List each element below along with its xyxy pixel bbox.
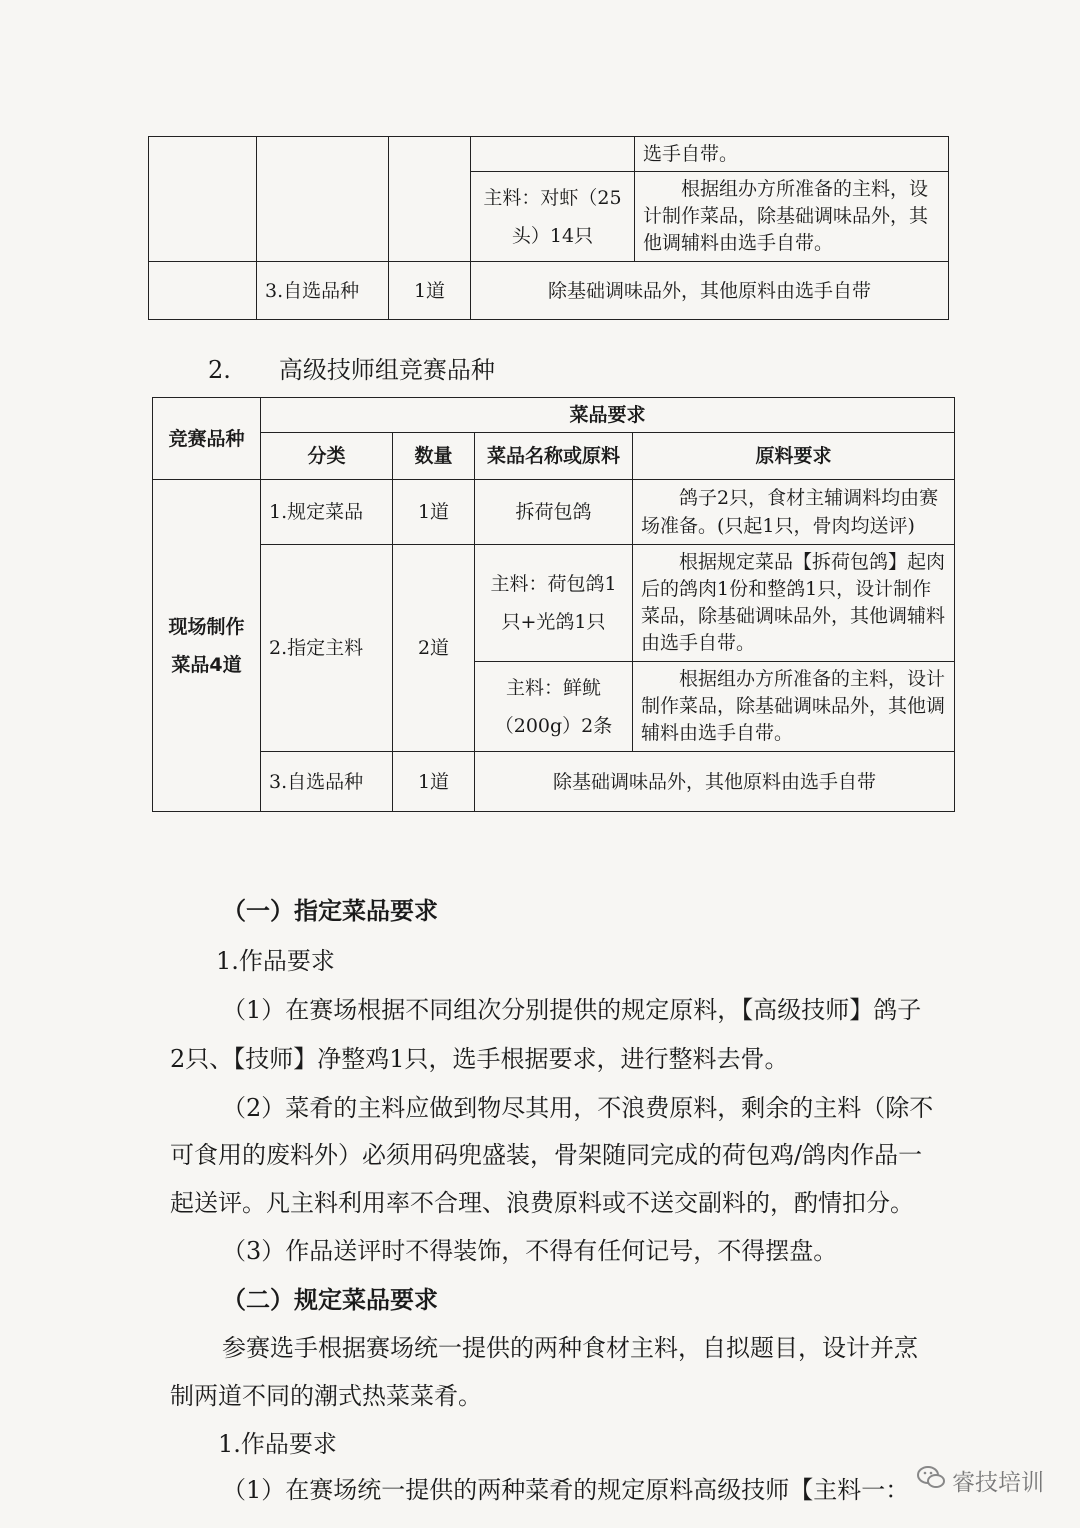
table-cell: 现场制作菜品4道 (153, 480, 261, 812)
table-cell: 主料：荷包鸽1只+光鸽1只 (475, 545, 633, 662)
table-cell (149, 262, 257, 320)
table-row (153, 398, 955, 433)
wechat-icon (916, 1462, 946, 1498)
table-row (153, 545, 955, 662)
header-cell: 菜品名称或原料 (475, 433, 633, 480)
table-cell: 1道 (393, 752, 475, 812)
header-cell: 菜品要求 (261, 398, 955, 433)
header-cell: 数量 (393, 433, 475, 480)
table-cell: 根据组办方所准备的主料，设计制作菜品，除基础调味品外，其他调辅料由选手自带。 (635, 172, 949, 262)
section-heading: 2. 高级技师组竞赛品种 (208, 356, 495, 384)
table-cell: 1道 (389, 262, 471, 320)
table-cell (389, 137, 471, 262)
table-row (149, 262, 949, 320)
table-cell: 3.自选品种 (257, 262, 389, 320)
header-cell: 原料要求 (633, 433, 955, 480)
subsection-heading: 1.作品要求 (218, 1430, 337, 1458)
table-cell (149, 137, 257, 262)
table-cell: 1道 (393, 480, 475, 545)
table-cell: 根据规定菜品【拆荷包鸽】起肉后的鸽肉1份和整鸽1只，设计制作菜品，除基础调味品外，其他调辅料由选手自带。 (633, 545, 955, 662)
table-cell: 主料：对虾（25头）14只 (471, 172, 635, 262)
table-row (153, 480, 955, 545)
table-cell (257, 137, 389, 262)
table-row (153, 752, 955, 812)
section-heading: （二）规定菜品要求 (222, 1286, 438, 1314)
header-cell: 竞赛品种 (153, 398, 261, 480)
table-cell: 主料：鲜鱿（200g）2条 (475, 662, 633, 752)
table-cell: 除基础调味品外，其他原料由选手自带 (475, 752, 955, 812)
table-cell (471, 137, 635, 172)
paragraph-line: 2只、【技师】净整鸡1只，选手根据要求，进行整料去骨。 (170, 1045, 789, 1073)
table-cell: 2道 (393, 545, 475, 752)
paragraph-line: 制两道不同的潮式热菜菜肴。 (170, 1382, 482, 1410)
table-cell: 2.指定主料 (261, 545, 393, 752)
paragraph-line: （3）作品送评时不得装饰，不得有任何记号，不得摆盘。 (222, 1237, 838, 1265)
subsection-heading: 1.作品要求 (216, 947, 335, 975)
table-cell: 3.自选品种 (261, 752, 393, 812)
paragraph-line: 可食用的废料外）必须用码兜盛装，骨架随同完成的荷包鸡/鸽肉作品一 (170, 1141, 923, 1169)
table-technician-continued (148, 136, 949, 320)
paragraph-line: （1）在赛场根据不同组次分别提供的规定原料，【高级技师】鸽子 (222, 996, 922, 1024)
paragraph-line: （2）菜肴的主料应做到物尽其用，不浪费原料，剩余的主料（除不 (222, 1094, 934, 1122)
table-row (153, 433, 955, 480)
table-cell: 鸽子2只，食材主辅调料均由赛场准备。(只起1只，骨肉均送评) (633, 480, 955, 545)
section-heading: （一）指定菜品要求 (222, 897, 438, 925)
paragraph-line: （1）在赛场统一提供的两种菜肴的规定原料高级技师【主料一： (222, 1476, 910, 1504)
table-cell: 1.规定菜品 (261, 480, 393, 545)
paragraph-line: 参赛选手根据赛场统一提供的两种食材主料，自拟题目，设计并烹 (222, 1334, 918, 1362)
table-cell: 除基础调味品外，其他原料由选手自带 (471, 262, 949, 320)
watermark-text: 睿技培训 (952, 1469, 1044, 1496)
header-cell: 分类 (261, 433, 393, 480)
table-row (149, 137, 949, 172)
table-senior-technician (152, 397, 955, 812)
table-cell: 拆荷包鸽 (475, 480, 633, 545)
table-cell: 选手自带。 (635, 137, 949, 172)
watermark (916, 1462, 1044, 1498)
table-cell: 根据组办方所准备的主料，设计制作菜品，除基础调味品外，其他调辅料由选手自带。 (633, 662, 955, 752)
paragraph-line: 起送评。凡主料利用率不合理、浪费原料或不送交副料的，酌情扣分。 (170, 1189, 914, 1217)
